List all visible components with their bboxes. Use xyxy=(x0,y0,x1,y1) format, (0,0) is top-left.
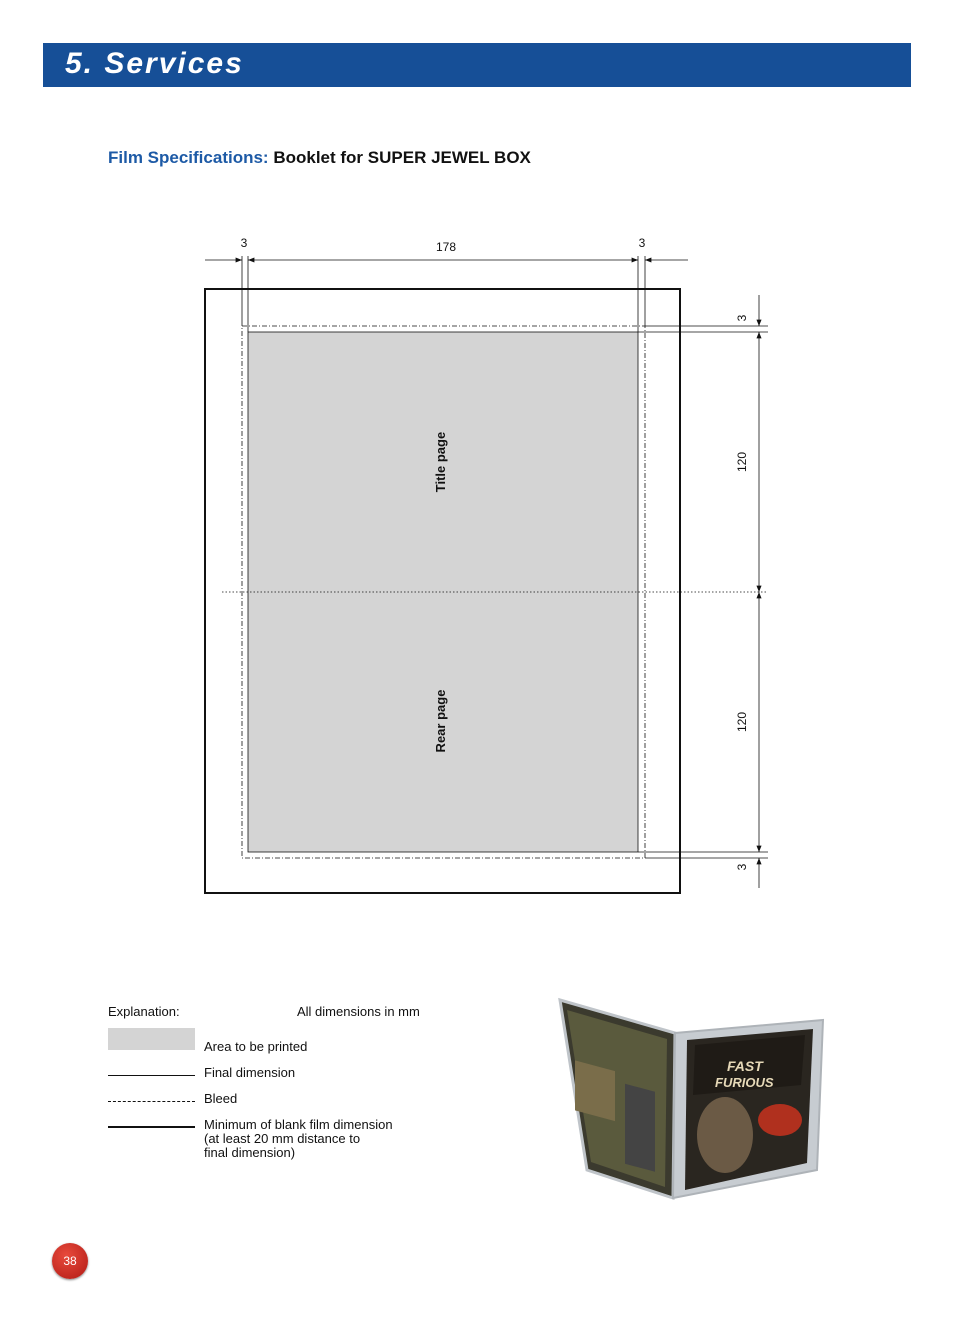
units-note: All dimensions in mm xyxy=(297,1004,420,1019)
legend-label-print-area: Area to be printed xyxy=(204,1039,308,1054)
dim-right-lower: 120 xyxy=(735,711,749,733)
dim-right-bottom-bleed: 3 xyxy=(735,863,749,871)
legend-swatch-min-film xyxy=(108,1126,195,1128)
legend-swatch-bleed xyxy=(108,1101,195,1102)
dim-top-width: 178 xyxy=(435,240,457,254)
page-title: 5. Services xyxy=(65,47,244,80)
legend-label-final: Final dimension xyxy=(204,1065,296,1080)
subtitle-prefix: Film Specifications: xyxy=(108,148,269,167)
label-title-page: Title page xyxy=(433,431,448,493)
legend-swatch-final xyxy=(108,1075,195,1076)
legend-swatch-print-area xyxy=(108,1028,195,1050)
photo-cover-line2: FURIOUS xyxy=(715,1075,774,1090)
label-rear-page: Rear page xyxy=(433,689,448,753)
jewel-box-photo xyxy=(555,995,830,1210)
dim-top-left: 3 xyxy=(240,236,248,250)
dim-top-right: 3 xyxy=(638,236,646,250)
subtitle-main: Booklet for SUPER JEWEL BOX xyxy=(273,148,531,167)
photo-cover-line1: FAST xyxy=(727,1058,763,1074)
dim-right-top-bleed: 3 xyxy=(735,314,749,322)
dim-right-upper: 120 xyxy=(735,451,749,473)
legend-label-bleed: Bleed xyxy=(204,1091,238,1106)
page-number-badge: 38 xyxy=(52,1243,88,1279)
legend-label-min-film: Minimum of blank film dimension (at least 20 mm distance to final dimension) xyxy=(204,1117,393,1160)
legend-heading: Explanation: xyxy=(108,1004,180,1019)
